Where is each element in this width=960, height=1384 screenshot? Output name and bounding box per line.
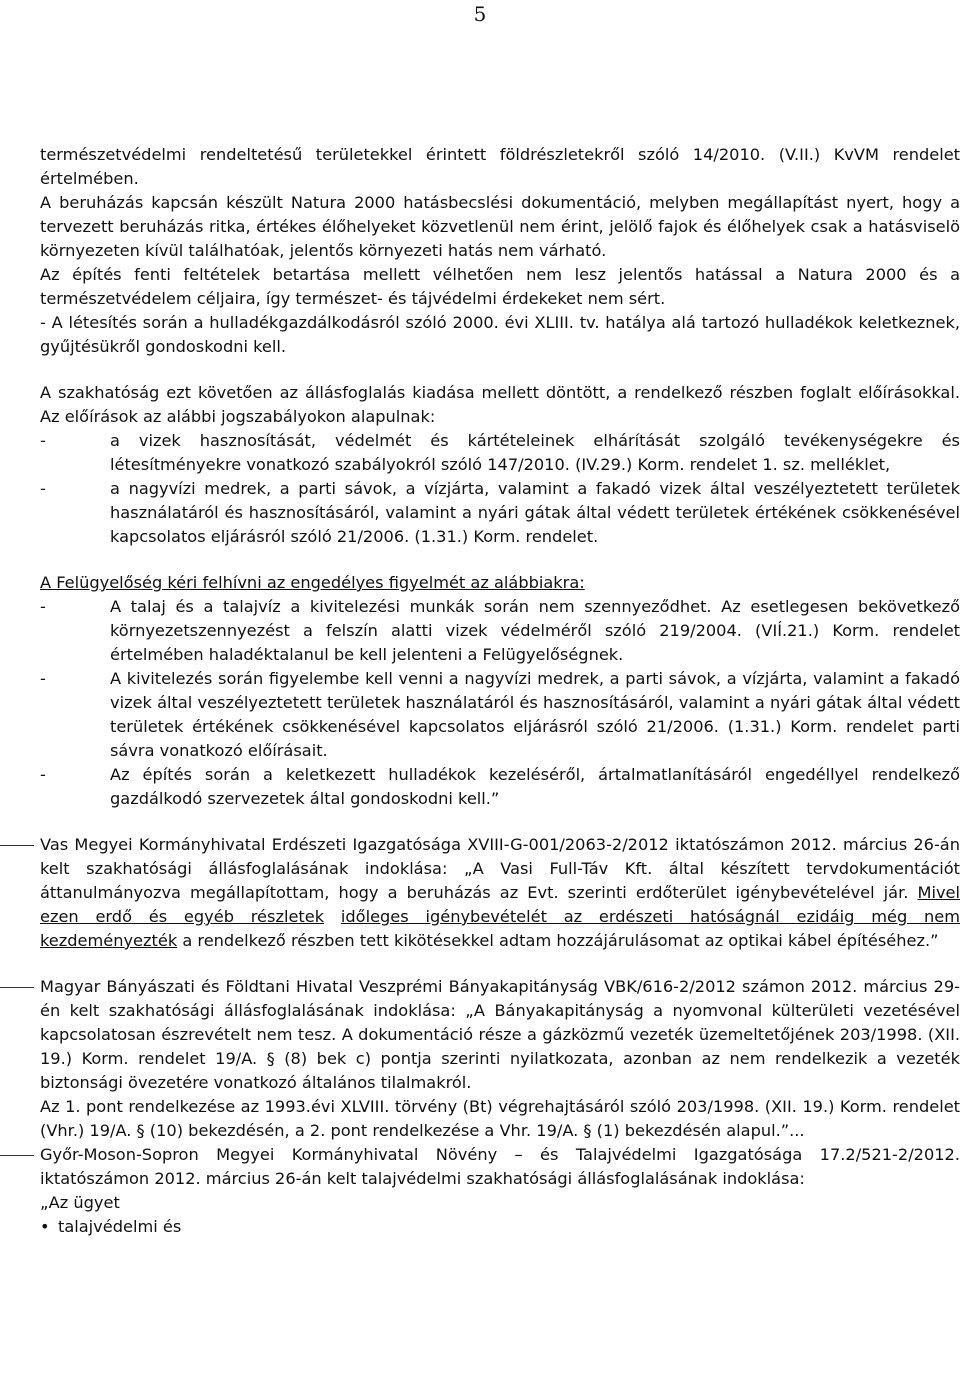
intro-paragraph-1: természetvédelmi rendeltetésű területekkel érintett földrészletekről szóló 14/2010. (V.II.) KvVM rendelet értelmében. xyxy=(40,145,960,188)
notice-item xyxy=(40,595,960,667)
notice-item xyxy=(40,763,960,811)
gyor-paragraph-2: „Az ügyet xyxy=(40,1193,120,1212)
notice-item-text: A kivitelezés során figyelembe kell venni a nagyvízi medrek, a parti sávok, a vízjárta, valamint a fakadó vizek által veszélyeztetett területek használatáról és hasznosításáról, valamint a nyári gátak által védett területek értékének csökkenésével kapcsolatos eljárásról szóló 21/2006. (1.31.) Korm. rendelet parti sávra vonatkozó előírásait. xyxy=(110,669,960,760)
notice-item-text: Az építés során a keletkezett hulladékok kezeléséről, ártalmatlanításáról engedéllyel rendelkező gazdálkodó szervezetek által gondoskodni kell.” xyxy=(110,765,960,808)
outer-dash-marker xyxy=(0,845,34,847)
section-heading: A Felügyelőség kéri felhívni az engedélyes figyelmét az alábbiakra: xyxy=(40,573,585,592)
list-dash: - xyxy=(40,431,46,450)
document-body xyxy=(40,143,960,1239)
intro-paragraph-5: A szakhatóság ezt követően az állásfoglalás kiadása mellett döntött, a rendelkező részben foglalt előírásokkal. Az előírások az alábbi jogszabályokon alapulnak: xyxy=(40,383,960,426)
intro-paragraph-3: Az építés fenti feltételek betartása mellett vélhetően nem lesz jelentős hatással a Natura 2000 és a természetvédelem céljaira, így természet- és tájvédelmi érdekeket nem sért. xyxy=(40,265,960,308)
vas-underlined-1: Mivel ezen erdő és egyéb részletek xyxy=(40,883,960,926)
magyar-paragraph-1: Magyar Bányászati és Földtani Hivatal Veszprémi Bányakapitányság VBK/616-2/2012 számon 2012. március 29-én kelt szakhatósági állásfoglalásának indoklása: „A Bányakapitányság a nyomvonal külterületi vezetésével kapcsolatosan észrevételt nem tesz. A dokumentáció része a gázközmű vezeték üzemeltetőjének 203/1998. (XII. 19.) Korm. rendelet 19/A. § (8) bek c) pontja szerinti nyilatkozata, azonban az nem rendelkezik a vezeték biztonsági övezetére vonatkozó általános tilalmakról. xyxy=(40,977,960,1092)
list-dash: - xyxy=(40,597,46,616)
bullet-icon: • xyxy=(40,1217,50,1236)
intro-paragraph-4: - A létesítés során a hulladékgazdálkodásról szóló 2000. évi XLIII. tv. hatálya alá tartozó hulladékok keletkeznek, gyűjtésükről gondoskodni kell. xyxy=(40,313,960,356)
list-dash: - xyxy=(40,669,46,688)
gyor-authority-statement xyxy=(40,1143,960,1239)
magyar-paragraph-2: Az 1. pont rendelkezése az 1993.évi XLVIII. törvény (Bt) végrehajtásáról szóló 203/1998. (XII. 19.) Korm. rendelet (Vhr.) 19/A. § (10) bekezdésén, a 2. pont rendelkezése a Vhr. 19/A. § (1) bekezdésén alapul.”... xyxy=(40,1097,960,1140)
vas-authority-statement xyxy=(40,833,960,953)
vas-text-before: Vas Megyei Kormányhivatal Erdészeti Igazgatósága XVIII-G-001/2063-2/2012 iktatószámon 2012. március 26-án kelt szakhatósági állásfoglalásának indoklása: „A Vasi Full-Táv Kft. által készített tervdokumentációt áttanulmányozva megállapítottam, hogy a beruházás az Evt. szerinti erdőterület igénybevételével jár. xyxy=(40,835,960,902)
gyor-paragraph-1: Győr-Moson-Sopron Megyei Kormányhivatal Növény – és Talajvédelmi Igazgatósága 17.2/521-2/2012. iktatószámon 2012. március 26-án kelt talajvédelmi szakhatósági állásfoglalásának indoklása: xyxy=(40,1145,960,1188)
page-number: 5 xyxy=(473,2,487,26)
law-item xyxy=(40,429,960,477)
law-item-text: a nagyvízi medrek, a parti sávok, a vízjárta, valamint a fakadó vizek által veszélyeztetett területek használatáról és hasznosításáról, valamint a nyári gátak által védett területek értékének csökkenésével kapcsolatos eljárásról szóló 21/2006. (1.31.) Korm. rendelet. xyxy=(110,479,960,546)
notice-item-text: A talaj és a talajvíz a kivitelezési munkák során nem szennyeződhet. Az esetlegesen bekövetkező környezetszennyezést a felszín alatti vizek védelméről szóló 219/2004. (VIÍ.21.) Korm. rendelet értelmében haladéktalanul be kell jelenteni a Felügyelőségnek. xyxy=(110,597,960,664)
notice-item xyxy=(40,667,960,763)
magyar-authority-statement xyxy=(40,975,960,1143)
list-dash: - xyxy=(40,479,46,498)
vas-underlined-2: időleges igénybevételét az erdészeti hatóságnál ezidáig még nem kezdeményezték xyxy=(40,907,960,950)
law-item xyxy=(40,477,960,549)
outer-dash-marker xyxy=(0,1155,34,1157)
gyor-bullet-item xyxy=(40,1215,960,1239)
vas-text-after: a rendelkező részben tett kikötésekkel adtam hozzájárulásomat az optikai kábel építéséhez.” xyxy=(177,931,939,950)
intro-paragraph-2: A beruházás kapcsán készült Natura 2000 hatásbecslési dokumentáció, melyben megállapítást nyert, hogy a tervezett beruházás ritka, értékes élőhelyeket közvetlenül nem érint, jelölő fajok és élőhelyek csak a hatásviselö környezeten kívül találhatóak, jelentős környezeti hatás nem várható. xyxy=(40,193,960,260)
gyor-bullet-text: talajvédelmi és xyxy=(58,1217,182,1236)
law-item-text: a vizek hasznosítását, védelmét és kártételeinek elhárítását szolgáló tevékenységekre és létesítményekre vonatkozó szabályokról szóló 147/2010. (IV.29.) Korm. rendelet 1. sz. melléklet, xyxy=(110,431,960,474)
outer-dash-marker xyxy=(0,987,34,989)
list-dash: - xyxy=(40,765,46,784)
